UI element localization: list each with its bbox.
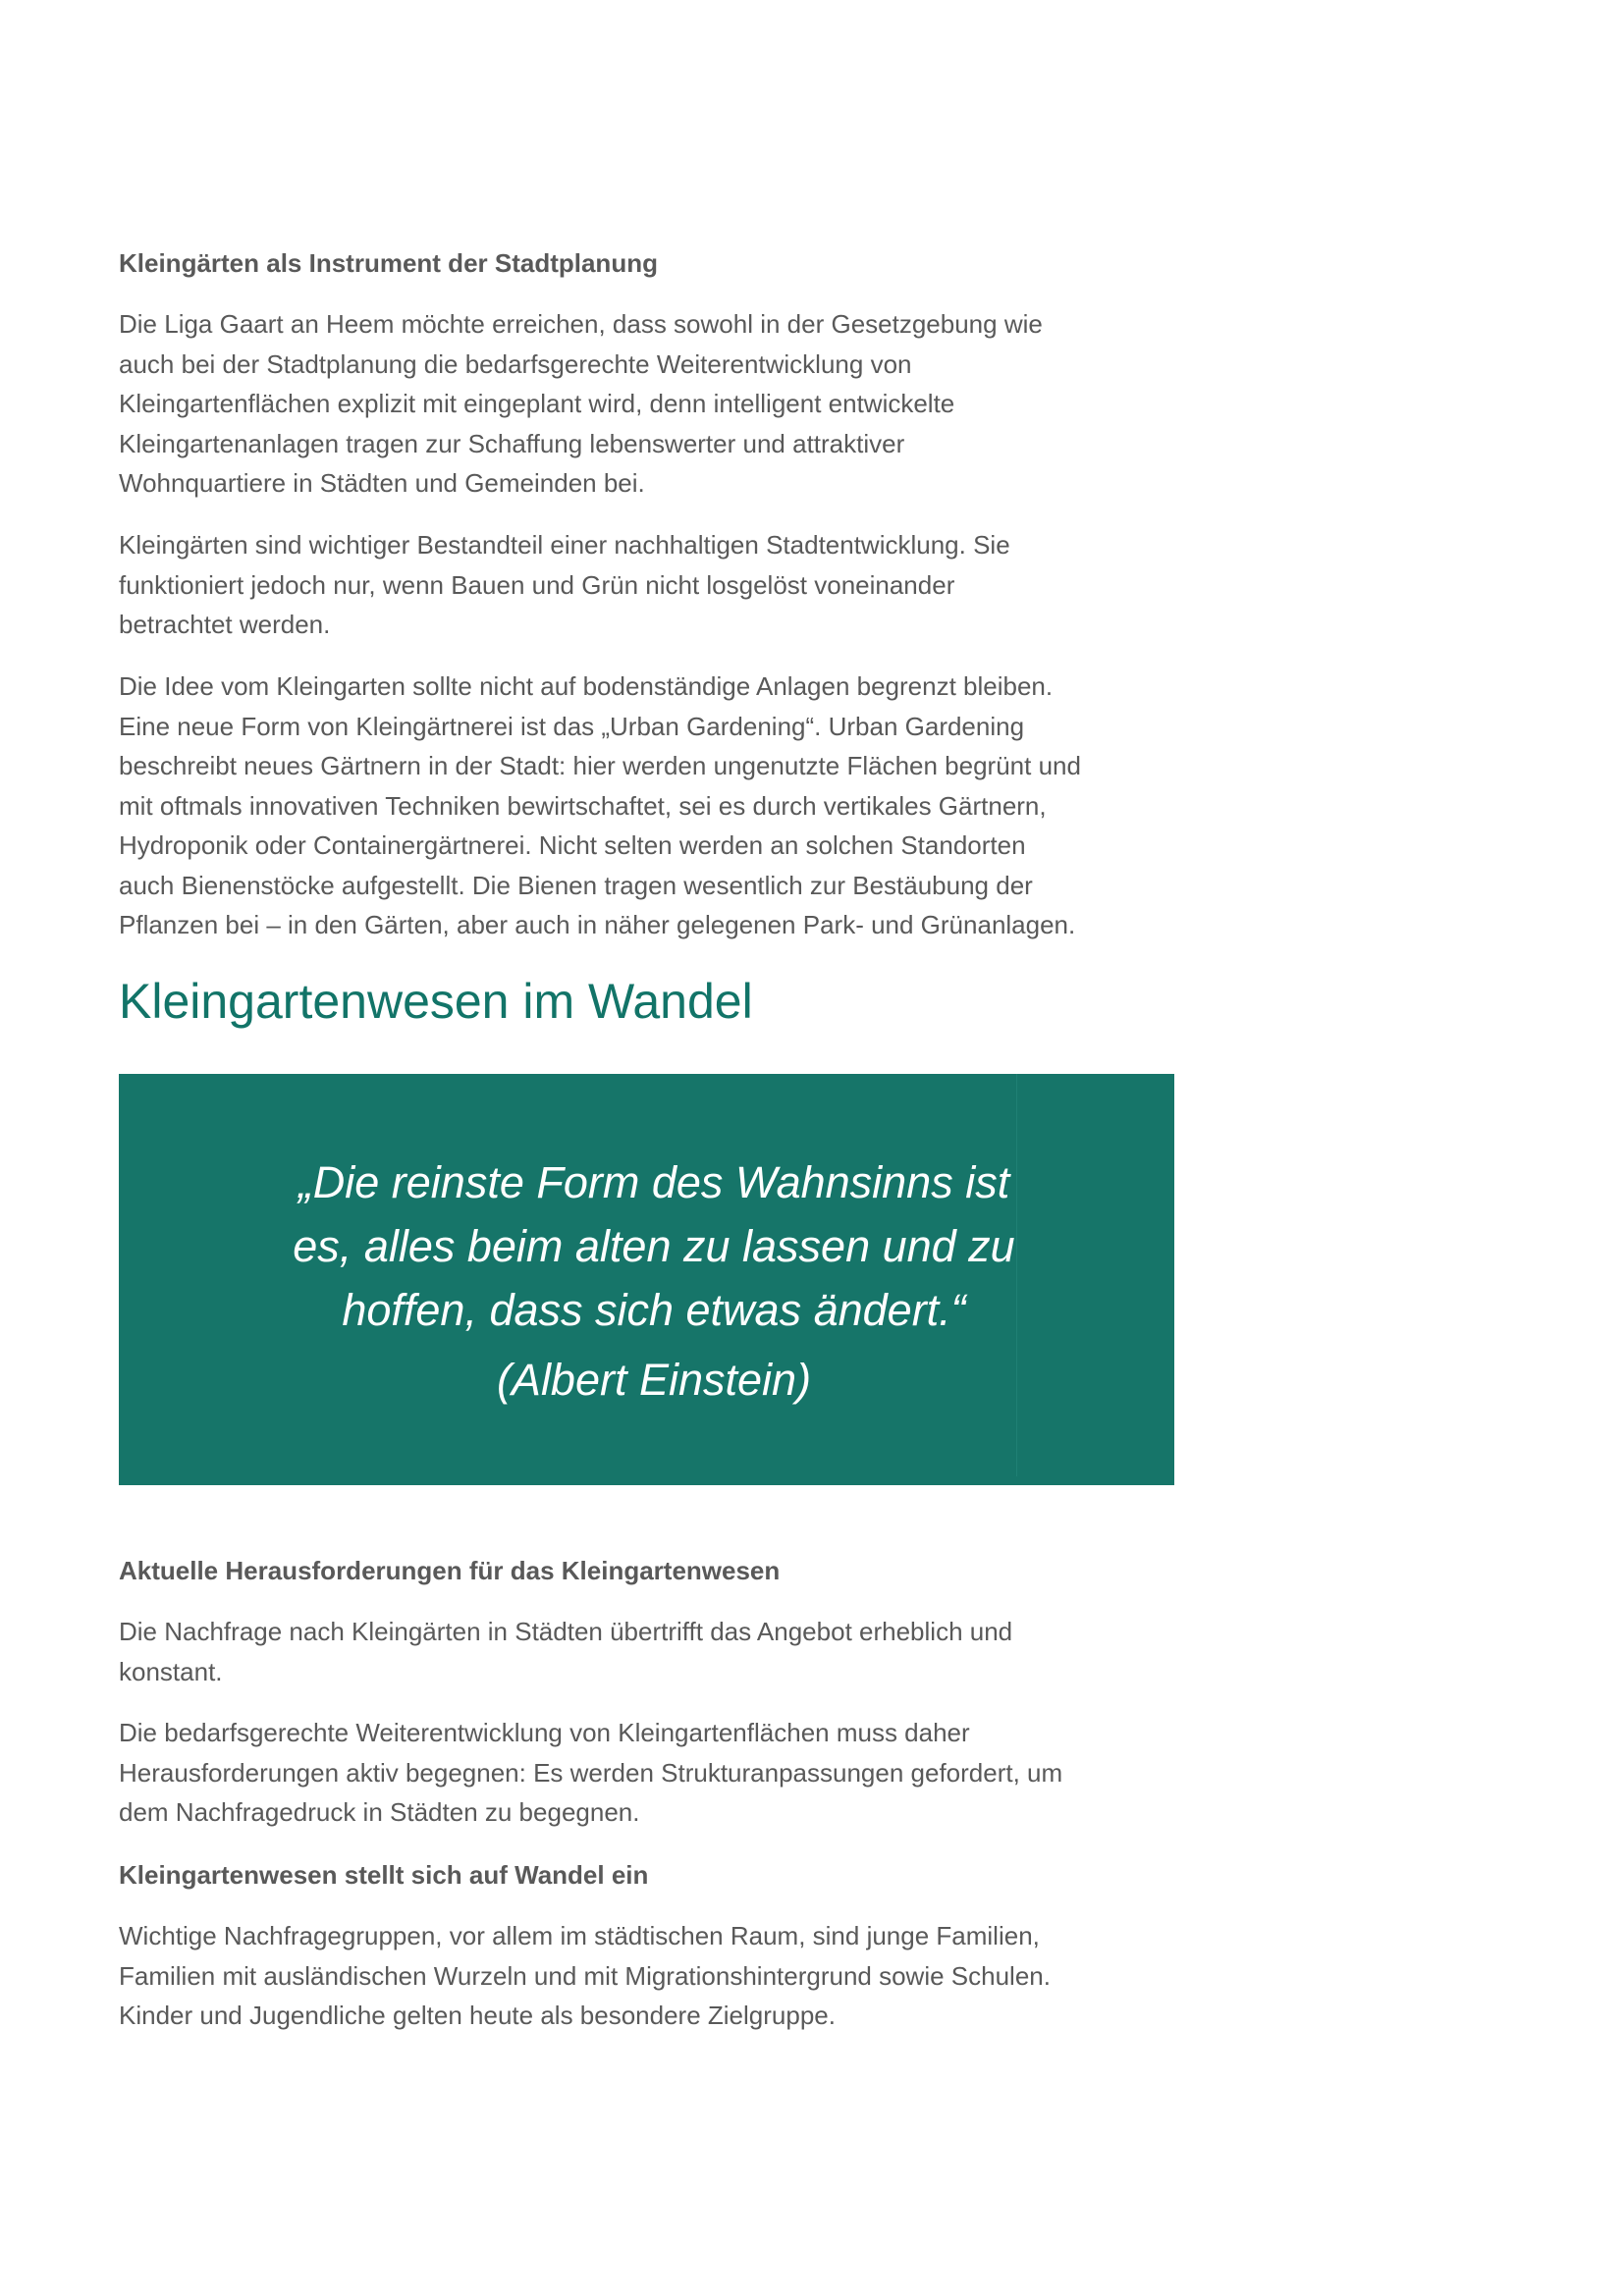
- text-line: Wichtige Nachfragegruppen, vor allem im städtischen Raum, sind junge Familien,: [119, 1921, 1040, 1950]
- text-line: Familien mit ausländischen Wurzeln und mit Migrationshintergrund sowie Schulen.: [119, 1960, 1051, 1991]
- text-line: betrachtet werden.: [119, 610, 331, 639]
- text-line: Kinder und Jugendliche gelten heute als besondere Zielgruppe.: [119, 2001, 836, 2030]
- paragraph-demand: [119, 1612, 1174, 1691]
- text-line: funktioniert jedoch nur, wenn Bauen und Grün nicht losgelöst voneinander: [119, 569, 955, 600]
- text-line: Die Idee vom Kleingarten sollte nicht auf bodenständige Anlagen begrenzt bleiben.: [119, 671, 1054, 701]
- text-line: Hydroponik oder Containergärtnerei. Nicht selten werden an solchen Standorten: [119, 830, 1026, 860]
- text-line: mit oftmals innovativen Techniken bewirtschaftet, sei es durch vertikales Gärtnern,: [119, 790, 1047, 821]
- section-title: Kleingartenwesen im Wandel: [119, 974, 753, 1029]
- text-line: auch Bienenstöcke aufgestellt. Die Bienen tragen wesentlich zur Bestäubung der: [119, 870, 1033, 900]
- text-line: beschreibt neues Gärtnern in der Stadt: hier werden ungenutzte Flächen begrünt und: [119, 751, 1081, 780]
- text-line: Die Liga Gaart an Heem möchte erreichen, dass sowohl in der Gesetzgebung wie: [119, 309, 1043, 339]
- paragraph-liga-goal: [119, 304, 1174, 504]
- quote-text: [119, 1150, 1189, 1342]
- section-heading-stadtplanung: Kleingärten als Instrument der Stadtplanung: [119, 248, 658, 278]
- text-line: Die bedarfsgerechte Weiterentwicklung von Kleingartenflächen muss daher: [119, 1718, 970, 1747]
- paragraph-sustainable-development: [119, 525, 1174, 645]
- section-heading-change: Kleingartenwesen stellt sich auf Wandel ein: [119, 1860, 649, 1890]
- text-line: Die Nachfrage nach Kleingärten in Städten übertrifft das Angebot erheblich und: [119, 1617, 1013, 1646]
- text-line: Kleingartenanlagen tragen zur Schaffung lebenswerter und attraktiver: [119, 428, 905, 458]
- quote-box: [119, 1074, 1174, 1485]
- text-line: dem Nachfragedruck in Städten zu begegnen.: [119, 1797, 640, 1827]
- paragraph-urban-gardening: [119, 667, 1174, 945]
- text-line: Wohnquartiere in Städten und Gemeinden bei.: [119, 468, 645, 498]
- section-heading-challenges: Aktuelle Herausforderungen für das Kleingartenwesen: [119, 1556, 781, 1585]
- quote-author: (Albert Einstein): [496, 1355, 812, 1405]
- quote-line: „Die reinste Form des Wahnsinns ist: [298, 1157, 1010, 1207]
- text-line: Kleingartenflächen explizit mit eingeplant wird, denn intelligent entwickelte: [119, 389, 955, 418]
- text-line: Eine neue Form von Kleingärtnerei ist das „Urban Gardening“. Urban Gardening: [119, 711, 1025, 741]
- quote-line: es, alles beim alten zu lassen und zu: [293, 1221, 1015, 1271]
- text-line: Herausforderungen aktiv begegnen: Es werden Strukturanpassungen gefordert, um: [119, 1757, 1063, 1788]
- text-line: konstant.: [119, 1656, 223, 1686]
- text-line: auch bei der Stadtplanung die bedarfsgerechte Weiterentwicklung von: [119, 348, 912, 379]
- quote-line: hoffen, dass sich etwas ändert.“: [342, 1285, 966, 1335]
- text-line: Pflanzen bei – in den Gärten, aber auch in näher gelegenen Park- und Grünanlagen.: [119, 910, 1076, 939]
- paragraph-structural-adjustments: [119, 1713, 1174, 1833]
- text-line: Kleingärten sind wichtiger Bestandteil einer nachhaltigen Stadtentwicklung. Sie: [119, 530, 1010, 560]
- paragraph-target-groups: [119, 1916, 1174, 2036]
